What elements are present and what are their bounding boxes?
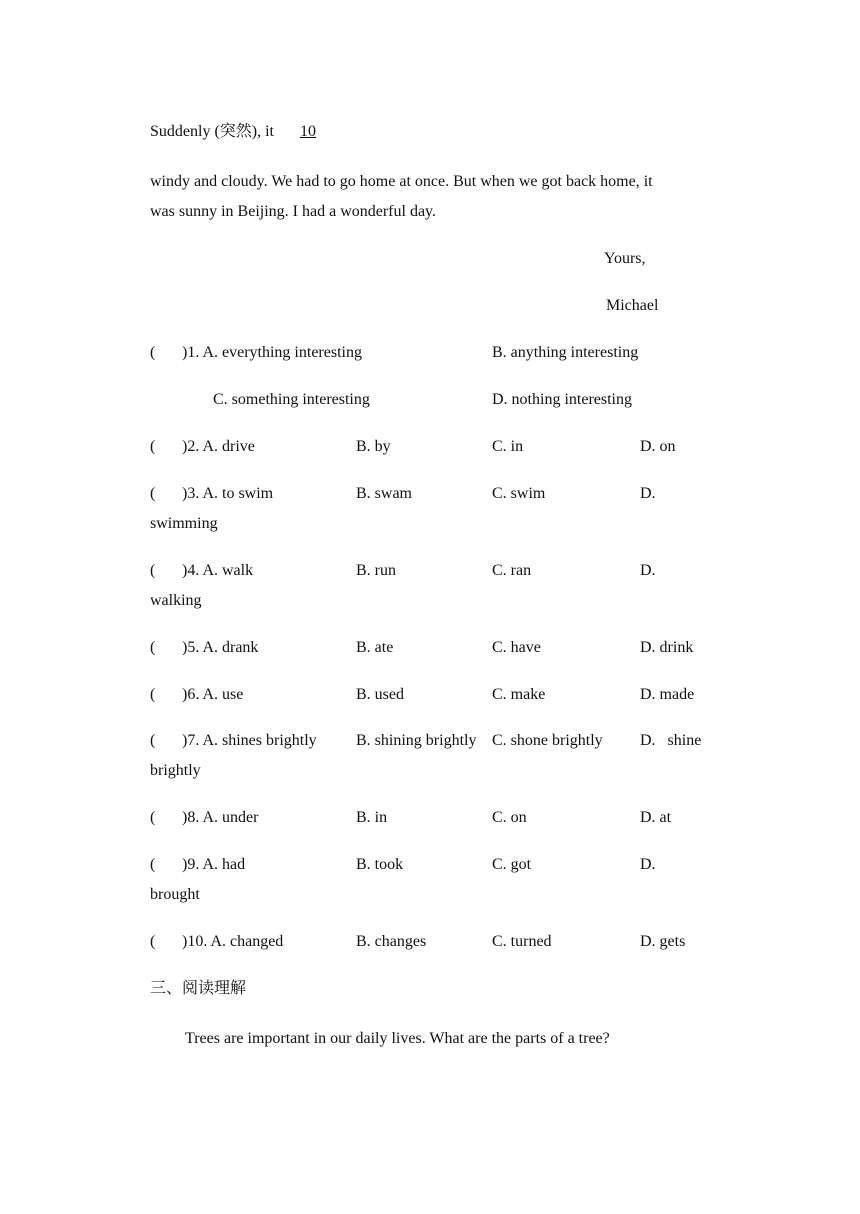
question-10-option-c: C. turned	[492, 933, 552, 950]
question-2-option-a: )2. A. drive	[182, 438, 255, 455]
question-3-option-d-wrap: swimming	[150, 515, 218, 532]
question-5-option-c: C. have	[492, 639, 541, 656]
answer-bracket-8[interactable]: (	[150, 809, 156, 826]
answer-bracket-4[interactable]: (	[150, 562, 156, 579]
question-6-option-a: )6. A. use	[182, 686, 244, 703]
question-4-option-c: C. ran	[492, 562, 532, 579]
question-9-option-b: B. took	[356, 856, 404, 873]
letter-line-1-text: Suddenly (突然), it	[150, 123, 274, 140]
answer-bracket-10[interactable]: (	[150, 933, 156, 950]
question-7-option-c: C. shone brightly	[492, 732, 603, 749]
answer-bracket-5[interactable]: (	[150, 639, 156, 656]
letter-closing: Yours,	[604, 250, 646, 267]
question-7-option-a: )7. A. shines brightly	[182, 732, 317, 749]
answer-bracket-6[interactable]: (	[150, 686, 156, 703]
question-10-option-d: D. gets	[640, 933, 686, 950]
question-6-option-c: C. make	[492, 686, 546, 703]
question-5-option-b: B. ate	[356, 639, 394, 656]
question-9-option-d-wrap: brought	[150, 886, 200, 903]
blank-number: 10	[300, 123, 316, 140]
question-8-option-a: )8. A. under	[182, 809, 259, 826]
answer-bracket-3[interactable]: (	[150, 485, 156, 502]
answer-bracket-7[interactable]: (	[150, 732, 156, 749]
blank-10[interactable]	[278, 123, 332, 140]
question-1-option-d: D. nothing interesting	[492, 391, 632, 408]
question-6-option-b: B. used	[356, 686, 404, 703]
question-7-option-d: D. shine	[640, 732, 702, 749]
question-5-option-a: )5. A. drank	[182, 639, 259, 656]
question-3-option-b: B. swam	[356, 485, 412, 502]
answer-bracket-1[interactable]: (	[150, 344, 156, 361]
question-2-option-d: D. on	[640, 438, 676, 455]
question-1-option-b: B. anything interesting	[492, 344, 639, 361]
question-2-option-b: B. by	[356, 438, 391, 455]
question-3-option-d: D.	[640, 485, 656, 502]
question-9-option-c: C. got	[492, 856, 532, 873]
question-8-option-d: D. at	[640, 809, 672, 826]
section-heading: 三、阅读理解	[150, 980, 247, 997]
question-10-option-a: )10. A. changed	[182, 933, 284, 950]
question-4-option-b: B. run	[356, 562, 396, 579]
answer-bracket-9[interactable]: (	[150, 856, 156, 873]
question-3-option-c: C. swim	[492, 485, 546, 502]
question-8-option-c: C. on	[492, 809, 527, 826]
question-5-option-d: D. drink	[640, 639, 694, 656]
question-3-option-a: )3. A. to swim	[182, 485, 274, 502]
question-2-option-c: C. in	[492, 438, 524, 455]
question-4-option-a: )4. A. walk	[182, 562, 254, 579]
question-4-option-d: D.	[640, 562, 656, 579]
question-7-option-b: B. shining brightly	[356, 732, 477, 749]
question-10-option-b: B. changes	[356, 933, 427, 950]
question-8-option-b: B. in	[356, 809, 388, 826]
letter-signature: Michael	[606, 297, 659, 314]
letter-line-3: was sunny in Beijing. I had a wonderful day.	[150, 203, 437, 220]
letter-line-2: windy and cloudy. We had to go home at once. But when we got back home, it	[150, 173, 653, 190]
question-1-option-c: C. something interesting	[213, 391, 370, 408]
question-1-option-a: )1. A. everything interesting	[182, 344, 362, 361]
question-9-option-d: D.	[640, 856, 656, 873]
question-4-option-d-wrap: walking	[150, 592, 202, 609]
question-6-option-d: D. made	[640, 686, 695, 703]
reading-intro: Trees are important in our daily lives. What are the parts of a tree?	[185, 1030, 610, 1047]
letter-line-1	[150, 122, 332, 142]
question-7-option-d-wrap: brightly	[150, 762, 201, 779]
answer-bracket-2[interactable]: (	[150, 438, 156, 455]
question-9-option-a: )9. A. had	[182, 856, 246, 873]
